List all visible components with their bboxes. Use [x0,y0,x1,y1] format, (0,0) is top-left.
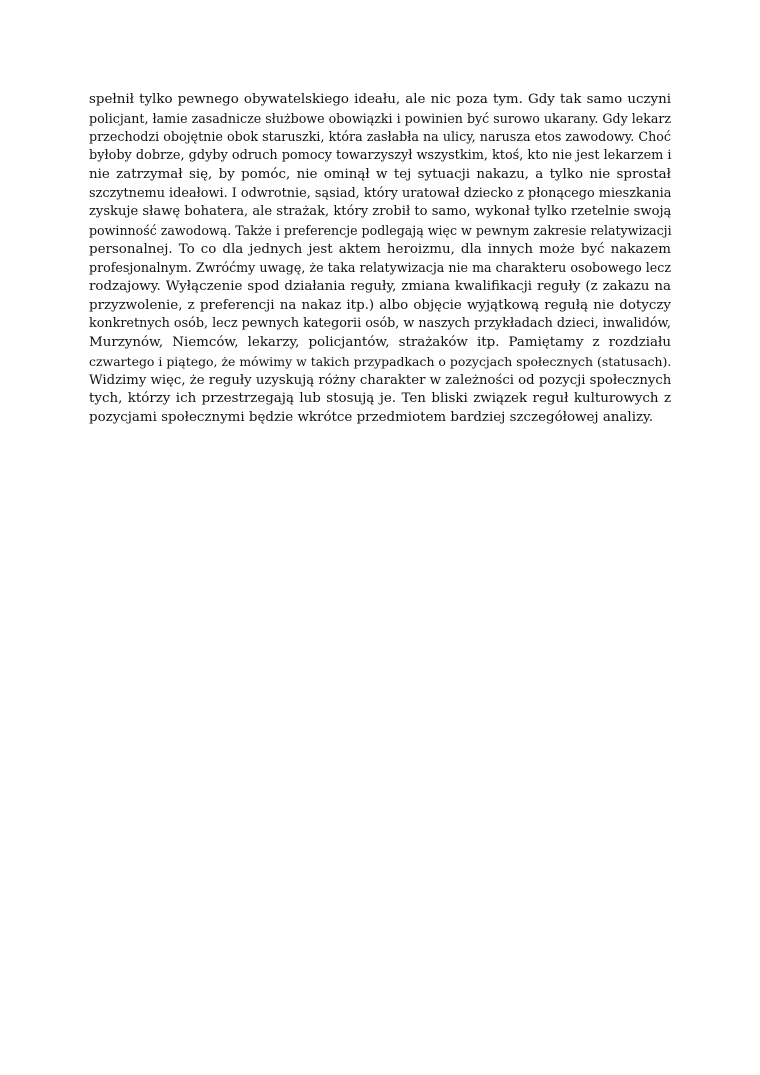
paragraph-line: byłoby dobrze, gdyby odruch pomocy towarzyszył wszystkim, ktoś, kto nie jest lekarzem i [89,148,672,164]
paragraph-line: czwartego i piątego, że mówimy w takich przypadkach o pozycjach społecznych (statusach). [89,353,672,369]
paragraph-line: nie zatrzymał się, by pomóc, nie ominął w tej sytuacji nakazu, a tylko nie sprostał [89,166,671,182]
paragraph-line: policjant, łamie zasadnicze służbowe obowiązki i powinien być surowo ukarany. Gdy lekarz [89,110,672,126]
paragraph-line: spełnił tylko pewnego obywatelskiego ideału, ale nic poza tym. Gdy tak samo uczyni [89,92,671,107]
paragraph-line: rodzajowy. Wyłączenie spod działania reguły, zmiana kwalifikacji reguły (z zakazu na [89,279,671,295]
paragraph-line: tych, którzy ich przestrzegają lub stosują je. Ten bliski związek reguł kulturowych z [89,391,671,407]
paragraph-line-last: pozycjami społecznymi będzie wkrótce przedmiotem bardziej szczegółowej analizy. [89,409,654,425]
body-paragraph [89,91,671,428]
paragraph-line: konkretnych osób, lecz pewnych kategorii osób, w naszych przykładach dzieci, inwalidów, [89,316,671,332]
paragraph-line: Murzynów, Niemców, lekarzy, policjantów, strażaków itp. Pamiętamy z rozdziału [89,335,671,351]
paragraph-line: powinność zawodową. Także i preferencje podlegają więc w pewnym zakresie relatywizacji [89,222,672,238]
paragraph-line: szczytnemu ideałowi. I odwrotnie, sąsiad, który uratował dziecko z płonącego mieszkania [89,185,672,201]
paragraph-line: personalnej. To co dla jednych jest aktem heroizmu, dla innych może być nakazem [89,241,671,257]
paragraph-line: Widzimy więc, że reguły uzyskują różny charakter w zależności od pozycji społecznych [89,372,672,388]
paragraph-line: zyskuje sławę bohatera, ale strażak, który zrobił to samo, wykonał tylko rzetelnie swoją [89,204,672,220]
paragraph-line: przyzwolenie, z preferencji na nakaz itp.) albo objęcie wyjątkową regułą nie dotyczy [89,297,671,313]
paragraph-line: profesjonalnym. Zwróćmy uwagę, że taka relatywizacja nie ma charakteru osobowego lecz [89,260,671,276]
paragraph-line: przechodzi obojętnie obok staruszki, która zasłabła na ulicy, narusza etos zawodowy. Choć [89,129,671,145]
